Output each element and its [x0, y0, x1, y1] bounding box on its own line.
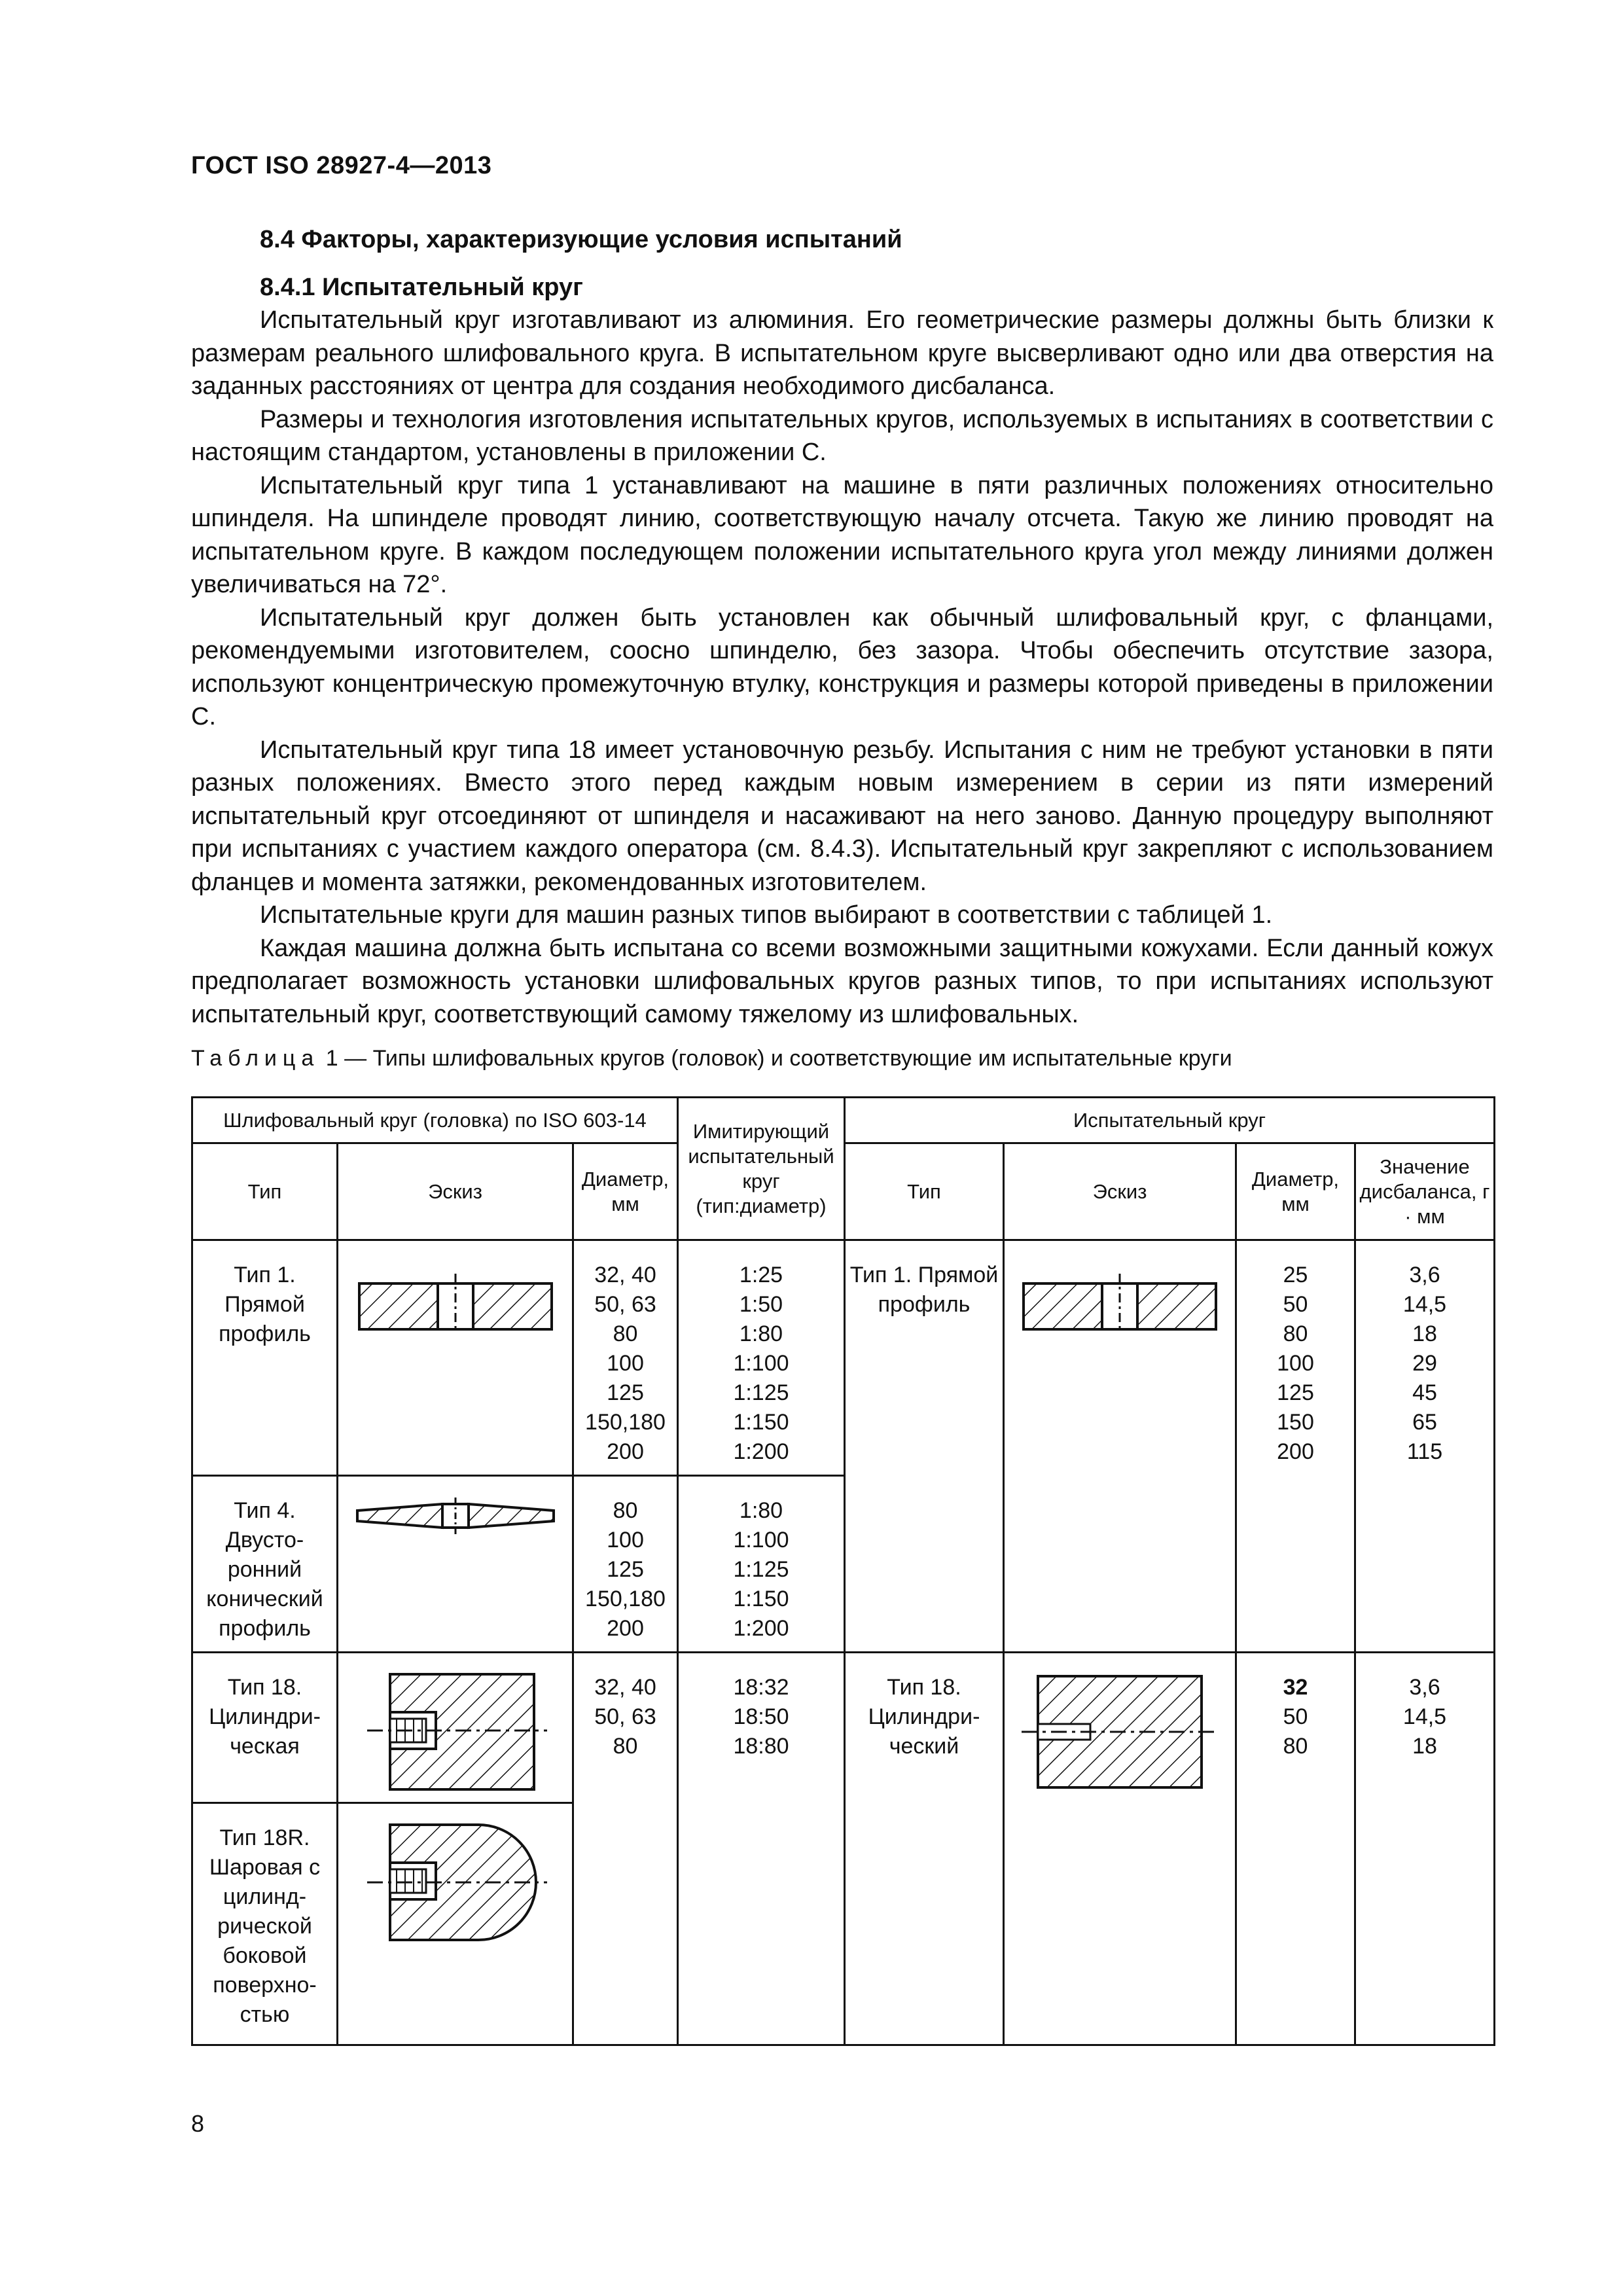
paragraph: Каждая машина должна быть испытана со всеми возможными защитными кожухами. Если данный кожух предполагает возможность установки шлифовальных кругов разных типов, то при испытаниях используют испытательный круг, соответствующий самому тяжелому из шлифовальных.: [191, 934, 1493, 1028]
header-grinding-wheel: Шлифовальный круг (головка) по ISO 603-14: [192, 1098, 678, 1143]
paragraph: Испытательный круг типа 18 имеет установочную резьбу. Испытания с ним не требуют установки в пяти разных положениях. Вместо этого перед каждым новым измерением в серии из пяти измерений испытательный круг отсоединяют от шпинделя и насаживают на него заново. Данную процедуру выполняют при испытаниях с участием каждого оператора (см. 8.4.3). Испытательный круг закрепляют с использованием фланцев и момента затяжки, рекомендованных изготовителем.: [191, 736, 1493, 896]
header-simulating-wheel: Имитирующий испытательный круг (тип:диаметр): [678, 1098, 845, 1240]
test-cylindrical-head-sketch-icon: [1018, 1673, 1221, 1791]
type1-sketch: [338, 1240, 573, 1476]
test-straight-wheel-sketch-icon: [1018, 1261, 1221, 1333]
header-diameter: Диаметр, мм: [573, 1143, 678, 1240]
test-type1-imbalance: 3,6 14,5 18 29 45 65 115: [1355, 1240, 1495, 1653]
cylindrical-head-sketch-icon: [361, 1673, 550, 1791]
type4-name: Тип 4. Двусто-ронний конический профиль: [192, 1476, 338, 1653]
spherical-head-sketch-icon: [361, 1823, 550, 1941]
table-caption: [191, 1046, 1232, 1071]
type18-name: Тип 18. Цилиндри-ческая: [192, 1653, 338, 1803]
test-type1-name: Тип 1. Прямой профиль: [845, 1240, 1004, 1653]
type4-sketch: [338, 1476, 573, 1653]
page-number: 8: [191, 2110, 205, 2137]
wheel-types-table: [191, 1096, 1495, 2046]
test-type18-sketch: [1004, 1653, 1236, 2045]
test-type18-diameter-rest: 50 80: [1283, 1704, 1308, 1759]
section-title: 8.4 Факторы, характеризующие условия испытаний: [260, 226, 902, 253]
test-type18-diameters: [1236, 1653, 1355, 2045]
paragraph: Испытательный круг изготавливают из алюминия. Его геометрические размеры должны быть близки к размерам реального шлифовального круга. В испытательном круге высверливают одно или два отверстия на заданных расстояниях от центра для создания необходимого дисбаланса.: [191, 306, 1493, 400]
header-test-type: Тип: [845, 1143, 1004, 1240]
type1-diameters: 32, 40 50, 63 80 100 125 150,180 200: [573, 1240, 678, 1476]
table-caption-text: 1 — Типы шлифовальных кругов (головок) и соответствующие им испытательные круги: [325, 1046, 1232, 1071]
straight-wheel-sketch-icon: [354, 1261, 557, 1333]
test-type18-diameter-first: 32: [1283, 1675, 1308, 1700]
paragraph: Испытательный круг должен быть установлен как обычный шлифовальный круг, с фланцами, рекомендуемыми изготовителем, соосно шпинделю, без зазора. Чтобы обеспечить отсутствие зазора, используют концентрическую промежуточную втулку, конструкция и размеры которой приведены в приложении С.: [191, 603, 1493, 730]
paragraph: Размеры и технология изготовления испытательных кругов, используемых в испытаниях в соответствии с настоящим стандартом, установлены в приложении С.: [191, 405, 1493, 466]
test-type18-name: Тип 18. Цилиндри-ческий: [845, 1653, 1004, 2045]
type18-diameters: 32, 40 50, 63 80: [573, 1653, 678, 2045]
conical-wheel-sketch-icon: [351, 1496, 560, 1535]
subsection-title: 8.4.1 Испытательный круг: [260, 274, 583, 301]
header-sketch: Эскиз: [338, 1143, 573, 1240]
header-imbalance: Значение дисбаланса, г · мм: [1355, 1143, 1495, 1240]
paragraph: Испытательные круги для машин разных типов выбирают в соответствии с таблицей 1.: [260, 901, 1273, 929]
type4-diameters: 80 100 125 150,180 200: [573, 1476, 678, 1653]
test-type18-imbalance: 3,6 14,5 18: [1355, 1653, 1495, 2045]
document-header: ГОСТ ISO 28927-4—2013: [191, 152, 492, 179]
body-text: [191, 304, 1493, 1031]
test-type1-sketch: [1004, 1240, 1236, 1653]
paragraph: Испытательный круг типа 1 устанавливают на машине в пяти различных положениях относительно шпинделя. На шпинделе проводят линию, соответствующую началу отсчета. Такую же линию проводят на испытательном круге. В каждом последующем положении испытательного круга угол между линиями должен увеличиваться на 72°.: [191, 471, 1493, 598]
header-test-wheel: Испытательный круг: [845, 1098, 1495, 1143]
test-type1-diameters: 25 50 80 100 125 150 200: [1236, 1240, 1355, 1653]
type18-sketch: [338, 1653, 573, 1803]
type1-simulating: 1:25 1:50 1:80 1:100 1:125 1:150 1:200: [678, 1240, 845, 1476]
header-test-diameter: Диаметр, мм: [1236, 1143, 1355, 1240]
type18r-sketch: [338, 1803, 573, 2045]
header-type: Тип: [192, 1143, 338, 1240]
type18-simulating: 18:32 18:50 18:80: [678, 1653, 845, 2045]
type18r-name: Тип 18R. Шаровая с цилинд-рической боковой поверхно-стью: [192, 1803, 338, 2045]
type4-simulating: 1:80 1:100 1:125 1:150 1:200: [678, 1476, 845, 1653]
type1-name: Тип 1. Прямой профиль: [192, 1240, 338, 1476]
table-caption-word: Таблица: [191, 1046, 320, 1071]
header-test-sketch: Эскиз: [1004, 1143, 1236, 1240]
